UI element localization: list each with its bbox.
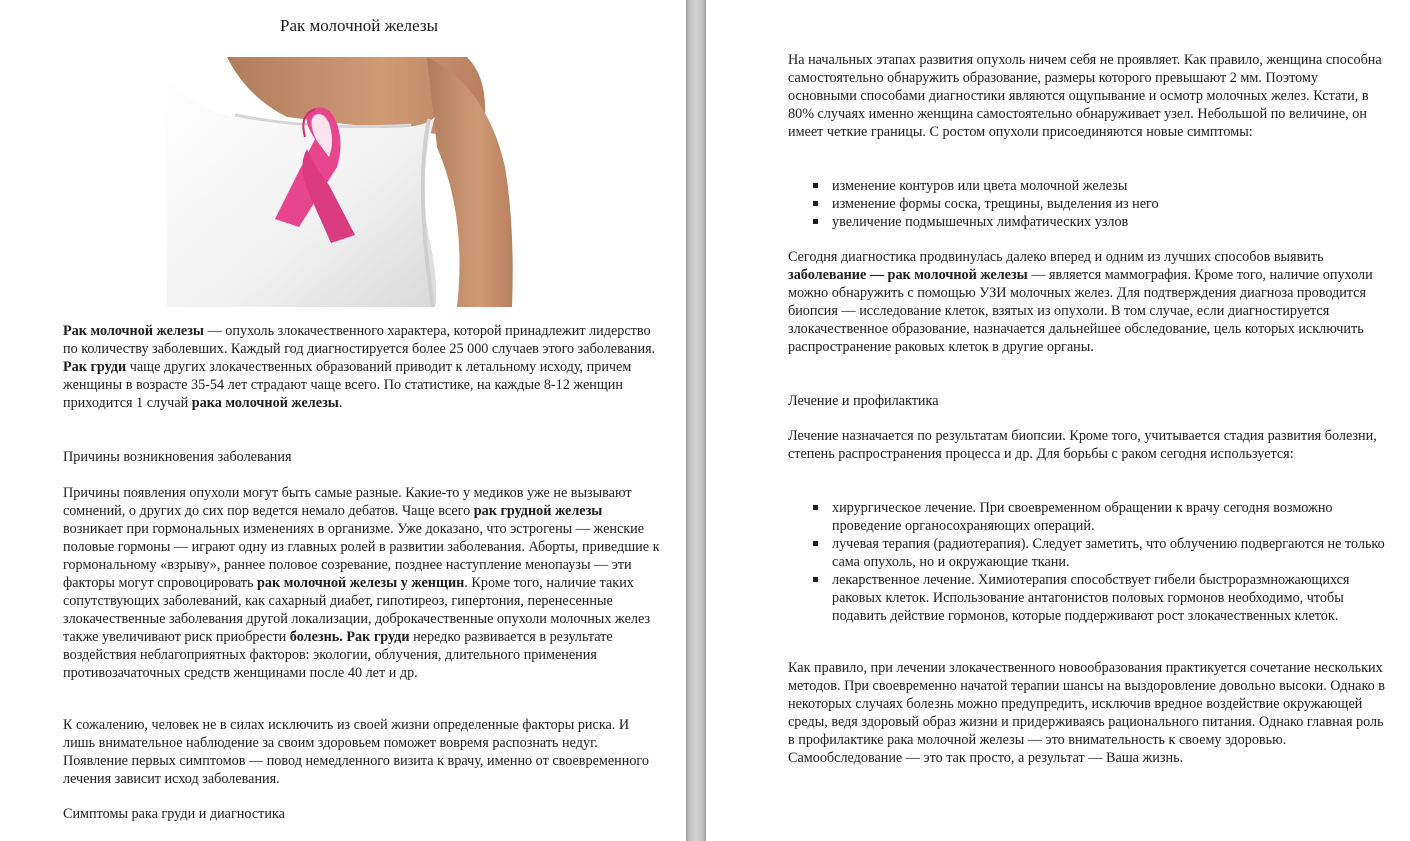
causes-paragraph: Причины появления опухоли могут быть самые разные. Какие-то у медиков уже не вызывают сомнений, о других до сих пор ведется немало дебатов. Чаще всего рак грудной железы возникает при гормональных изменениях в организме. Уже доказано, что эстрогены — женские половые гормоны — играют одну из главных ролей в развитии заболевания. Аборты, приведшие к гормональному «взрыву», раннее половое созревание, позднее наступление менопаузы — эти факторы могут спровоцировать рак молочной железы у женщин. Кроме того, наличие таких сопутствующих заболеваний, как сахарный диабет, гипотиреоз, гипертония, перенесенные злокачественные заболевания другой локализации, доброкачественные опухоли молочных желез также увеличивают риск приобрести болезнь. Рак груди нередко развивается в результате воздействия неблагоприятных факторов: экологии, облучения, длительного применения противозачаточных средств женщинами после 40 лет и др. — [63, 485, 660, 681]
treatment-heading: Лечение и профилактика — [788, 393, 939, 409]
page-title: Рак молочной железы — [279, 16, 439, 35]
intro-paragraph: Рак молочной железы — опухоль злокачественного характера, которой принадлежит лидерство по количеству заболевших. Каждый год диагностируется более 25 000 случаев этого заболевания. Рак груди чаще других злокачественных образований приводит к летальному исходу, причем женщины в возрасте 35-54 лет страдают чаще всего. По статистике, на каждые 8-12 женщин приходится 1 случай рака молочной железы. — [63, 323, 656, 411]
list-item: увеличение подмышечных лимфатических узлов — [788, 213, 1388, 231]
methods-list-block — [788, 499, 1388, 625]
treatment-paragraph: Лечение назначается по результатам биопсии. Кроме того, учитывается стадия развития болезни, степень распространения процесса и др. Для борьбы с раком сегодня используется: — [788, 428, 1377, 462]
page-gutter — [686, 0, 706, 841]
symptoms-list-block — [788, 177, 1388, 231]
list-item: хирургическое лечение. При своевременном обращении к врачу сегодня возможно проведение органосохраняющих операций. — [788, 499, 1388, 535]
list-item: изменение контуров или цвета молочной железы — [788, 177, 1388, 195]
list-item: изменение формы соска, трещины, выделения из него — [788, 195, 1388, 213]
pink-ribbon-illustration — [167, 57, 549, 307]
list-item: лучевая терапия (радиотерапия). Следует заметить, что облучению подвергаются не только сама опухоль, но и окружающие ткани. — [788, 535, 1388, 571]
risk-paragraph: К сожалению, человек не в силах исключить из своей жизни определенные факторы риска. И лишь внимательное наблюдение за своим здоровьем поможет вовремя распознать недуг. Появление первых симптомов — повод немедленного визита к врачу, именно от своевременного лечения зависит исход заболевания. — [63, 717, 649, 787]
list-item: лекарственное лечение. Химиотерапия способствует гибели быстроразмножающихся раковых клеток. Использование антагонистов половых гормонов необходимо, чтобы подавить действие гормонов, которые поддерживают рост злокачественных клеток. — [788, 571, 1388, 625]
conclusion-paragraph: Как правило, при лечении злокачественного новообразования практикуется сочетание нескольких методов. При своевременно начатой терапии шансы на выздоровление довольно высоки. Однако в некоторых случаях болезнь можно предупредить, исключив вредное воздействие окружающей среды, ведя здоровый образ жизни и придерживаясь рационального питания. Однако главная роль в профилактике рака молочной железы — это внимательность к своему здоровью. Самообследование — это так просто, а результат — Ваша жизнь. — [788, 660, 1385, 766]
causes-heading: Причины возникновения заболевания — [63, 449, 292, 465]
symptoms-heading: Симптомы рака груди и диагностика — [63, 806, 285, 822]
early-stage-paragraph: На начальных этапах развития опухоль ничем себя не проявляет. Как правило, женщина способна самостоятельно обнаружить образование, размеры которого превышают 2 мм. Поэтому основными способами диагностики являются ощупывание и осмотр молочных желез. Кстати, в 80% случаях именно женщина самостоятельно обнаруживает узел. Небольшой по величине, он имеет четкие границы. С ростом опухоли присоединяются новые симптомы: — [788, 52, 1382, 140]
document-page-left — [0, 0, 686, 841]
symptoms-list — [788, 177, 1388, 231]
methods-list — [788, 499, 1388, 625]
document-page-right — [706, 0, 1410, 841]
diagnostics-paragraph: Сегодня диагностика продвинулась далеко вперед и одним из лучших способов выявить заболевание — рак молочной железы — является маммография. Кроме того, наличие опухоли можно обнаружить с помощью УЗИ молочных желез. Для подтверждения диагноза проводится биопсия — исследование клеток, взятых из опухоли. В том случае, если диагностируется злокачественное образование, назначается дальнейшее обследование, цель которых исключить распространение раковых клеток в другие органы. — [788, 249, 1373, 355]
